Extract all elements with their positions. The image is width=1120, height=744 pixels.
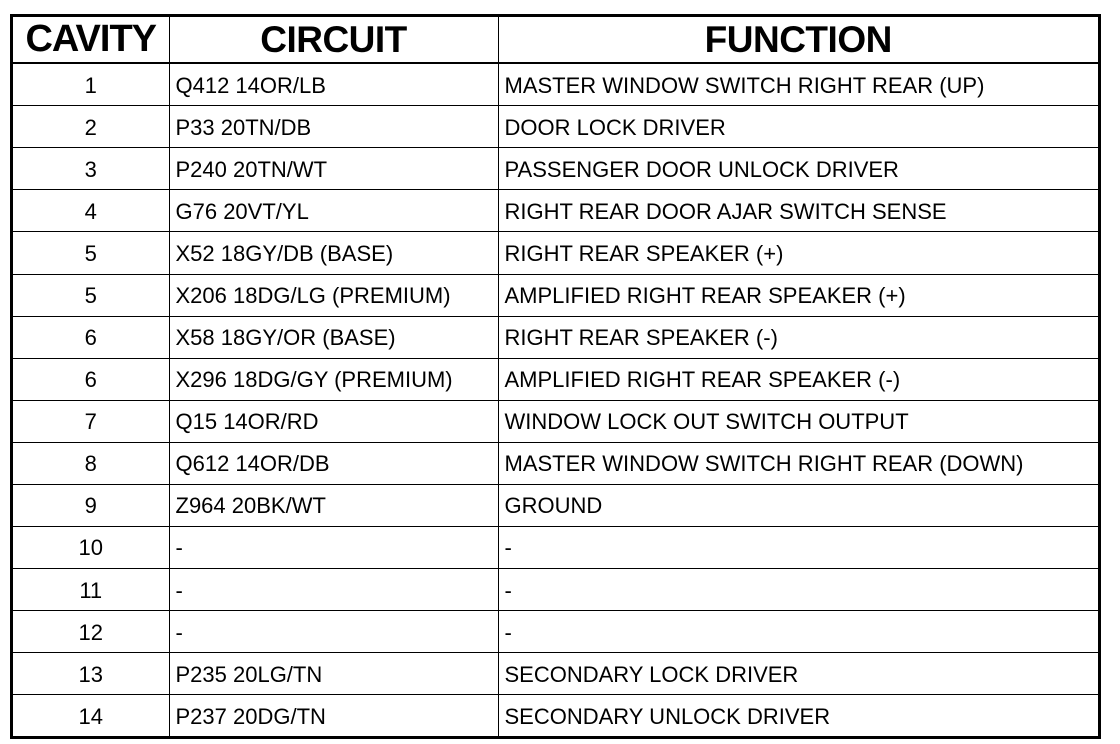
function-column-header: FUNCTION — [498, 17, 1098, 63]
table-row — [13, 148, 1098, 190]
circuit-cell: Q612 14OR/DB — [169, 442, 498, 484]
circuit-cell: P33 20TN/DB — [169, 106, 498, 148]
table-row — [13, 232, 1098, 274]
cavity-cell: 8 — [13, 442, 169, 484]
cavity-cell: 14 — [13, 695, 169, 736]
function-cell: - — [498, 611, 1098, 653]
cavity-cell: 4 — [13, 190, 169, 232]
table-row — [13, 190, 1098, 232]
cavity-cell: 12 — [13, 611, 169, 653]
circuit-cell: X296 18DG/GY (PREMIUM) — [169, 358, 498, 400]
cavity-cell: 1 — [13, 63, 169, 106]
cavity-cell: 7 — [13, 400, 169, 442]
circuit-cell: - — [169, 568, 498, 610]
cavity-cell: 10 — [13, 526, 169, 568]
circuit-cell: P240 20TN/WT — [169, 148, 498, 190]
circuit-cell: X52 18GY/DB (BASE) — [169, 232, 498, 274]
table-row — [13, 358, 1098, 400]
function-cell: RIGHT REAR SPEAKER (-) — [498, 316, 1098, 358]
function-cell: SECONDARY UNLOCK DRIVER — [498, 695, 1098, 736]
cavity-cell: 13 — [13, 653, 169, 695]
function-cell: RIGHT REAR DOOR AJAR SWITCH SENSE — [498, 190, 1098, 232]
table-row — [13, 316, 1098, 358]
table-row — [13, 63, 1098, 106]
function-cell: MASTER WINDOW SWITCH RIGHT REAR (UP) — [498, 63, 1098, 106]
cavity-cell: 5 — [13, 274, 169, 316]
circuit-cell: X206 18DG/LG (PREMIUM) — [169, 274, 498, 316]
connector-pinout-table — [13, 17, 1098, 736]
circuit-column-header: CIRCUIT — [169, 17, 498, 63]
table-body — [13, 63, 1098, 736]
function-cell: GROUND — [498, 484, 1098, 526]
table-row — [13, 526, 1098, 568]
table-row — [13, 568, 1098, 610]
function-cell: AMPLIFIED RIGHT REAR SPEAKER (-) — [498, 358, 1098, 400]
header-row — [13, 17, 1098, 63]
cavity-cell: 6 — [13, 316, 169, 358]
circuit-cell: G76 20VT/YL — [169, 190, 498, 232]
circuit-cell: Q15 14OR/RD — [169, 400, 498, 442]
function-cell: PASSENGER DOOR UNLOCK DRIVER — [498, 148, 1098, 190]
table-row — [13, 695, 1098, 736]
function-cell: RIGHT REAR SPEAKER (+) — [498, 232, 1098, 274]
circuit-cell: P235 20LG/TN — [169, 653, 498, 695]
table-row — [13, 484, 1098, 526]
function-cell: SECONDARY LOCK DRIVER — [498, 653, 1098, 695]
function-cell: DOOR LOCK DRIVER — [498, 106, 1098, 148]
cavity-cell: 5 — [13, 232, 169, 274]
circuit-cell: - — [169, 611, 498, 653]
circuit-cell: P237 20DG/TN — [169, 695, 498, 736]
cavity-cell: 11 — [13, 568, 169, 610]
cavity-cell: 6 — [13, 358, 169, 400]
cavity-cell: 2 — [13, 106, 169, 148]
function-cell: MASTER WINDOW SWITCH RIGHT REAR (DOWN) — [498, 442, 1098, 484]
table-row — [13, 274, 1098, 316]
connector-pinout-table-frame — [10, 14, 1101, 739]
table-row — [13, 400, 1098, 442]
circuit-cell: Q412 14OR/LB — [169, 63, 498, 106]
function-cell: AMPLIFIED RIGHT REAR SPEAKER (+) — [498, 274, 1098, 316]
cavity-cell: 9 — [13, 484, 169, 526]
table-row — [13, 653, 1098, 695]
function-cell: WINDOW LOCK OUT SWITCH OUTPUT — [498, 400, 1098, 442]
cavity-cell: 3 — [13, 148, 169, 190]
circuit-cell: X58 18GY/OR (BASE) — [169, 316, 498, 358]
function-cell: - — [498, 526, 1098, 568]
table-row — [13, 106, 1098, 148]
table-row — [13, 611, 1098, 653]
function-cell: - — [498, 568, 1098, 610]
cavity-column-header: CAVITY — [13, 17, 169, 63]
table-row — [13, 442, 1098, 484]
circuit-cell: - — [169, 526, 498, 568]
circuit-cell: Z964 20BK/WT — [169, 484, 498, 526]
